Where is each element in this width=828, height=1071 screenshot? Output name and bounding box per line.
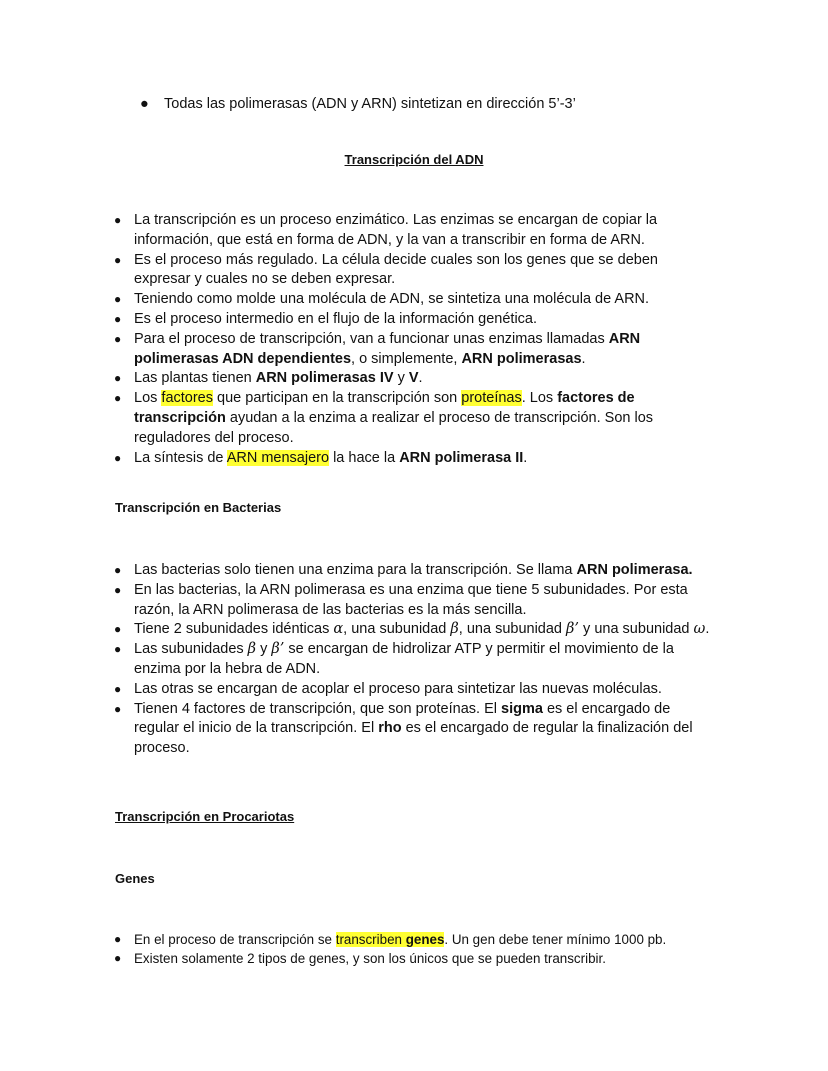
bullet-icon: ● — [114, 331, 122, 346]
highlight: proteínas — [461, 390, 522, 407]
list-item: ● Los factores que participan en la transcripción son proteínas. Los factores de transcripción ayudan a la enzima a realizar el proceso de transcripción. Son los reguladores del proceso. — [114, 390, 654, 446]
section-title-transcripcion-adn: Transcripción del ADN — [344, 152, 484, 167]
bullet-icon: ● — [114, 563, 122, 577]
bullet-icon: ● — [114, 292, 122, 307]
bullet-icon: ● — [114, 371, 122, 386]
bullet-icon: ● — [114, 642, 122, 657]
highlight: factores — [161, 390, 214, 407]
list-item: ● En el proceso de transcripción se transcriben genes. Un gen debe tener mínimo 1000 pb. — [114, 932, 667, 947]
section-title-bacterias: Transcripción en Bacterias — [115, 500, 282, 515]
bullet-icon: ● — [114, 582, 122, 597]
list-item: ● En las bacterias, la ARN polimerasa es una enzima que tiene 5 subunidades. Por esta razón, la ARN polimerasa de las bacterias es la más sencilla. — [114, 581, 688, 618]
list-item: ● La síntesis de ARN mensajero la hace la ARN polimerasa II. — [114, 449, 714, 469]
list-item: ● Tiene 2 subunidades idénticas α, una subunidad β, una subunidad β’ y una subunidad ω. — [114, 620, 714, 640]
bullet-icon: ● — [114, 932, 122, 946]
bullet-icon: ● — [140, 96, 149, 112]
transcripcion-adn-list — [114, 211, 714, 468]
top-bullet-list — [140, 94, 576, 114]
list-item: ● La transcripción es un proceso enzimático. Las enzimas se encargan de copiar la información, que está en forma de ADN, y la van a transcribir en forma de ARN. — [114, 212, 658, 248]
highlight: transcriben — [335, 932, 406, 947]
list-item: ● Todas las polimerasas (ADN y ARN) sintetizan en dirección 5’-3’ — [140, 96, 576, 112]
list-item: ● Tienen 4 factores de transcripción, que son proteínas. El sigma es el encargado de regular el inicio de la transcripción. El rho es el encargado de regular la finalización del proceso. — [114, 700, 693, 757]
bullet-icon: ● — [114, 213, 122, 227]
list-item: ● Teniendo como molde una molécula de ADN, se sintetiza una molécula de ARN. — [114, 290, 714, 310]
bullet-icon: ● — [114, 450, 122, 465]
list-item: ● Las subunidades β y β’ se encargan de hidrolizar ATP y permitir el movimiento de la enzima por la hebra de ADN. — [114, 641, 674, 677]
bullet-icon: ● — [114, 311, 122, 326]
section-title-procariotas: Transcripción en Procariotas — [115, 809, 295, 824]
bullet-icon: ● — [114, 391, 122, 406]
bullet-icon: ● — [114, 701, 122, 716]
list-item: ● Las bacterias solo tienen una enzima para la transcripción. Se llama ARN polimerasa. — [114, 561, 714, 581]
bullet-icon: ● — [114, 681, 122, 696]
list-item: ● Las plantas tienen ARN polimerasas IV y V. — [114, 369, 714, 389]
highlight: ARN mensajero — [226, 449, 330, 466]
highlight: genes — [405, 932, 445, 947]
list-item: ● Es el proceso intermedio en el flujo de la información genética. — [114, 310, 714, 330]
list-item: ● Es el proceso más regulado. La célula decide cuales son los genes que se deben expresar y cuales no se deben expresar. — [114, 251, 658, 288]
bacterias-list — [114, 561, 714, 759]
list-item: ● Existen solamente 2 tipos de genes, y son los únicos que se pueden transcribir. — [114, 951, 606, 966]
bullet-icon: ● — [114, 622, 122, 637]
genes-list — [114, 930, 714, 968]
bullet-icon: ● — [114, 951, 122, 965]
list-item: ● Las otras se encargan de acoplar el proceso para sintetizar las nuevas moléculas. — [114, 680, 714, 700]
bullet-icon: ● — [114, 252, 122, 267]
list-item: ● Para el proceso de transcripción, van a funcionar unas enzimas llamadas ARN polimerasas ADN dependientes, o simplemente, ARN polimerasas. — [114, 330, 641, 367]
section-title-genes: Genes — [115, 871, 155, 886]
